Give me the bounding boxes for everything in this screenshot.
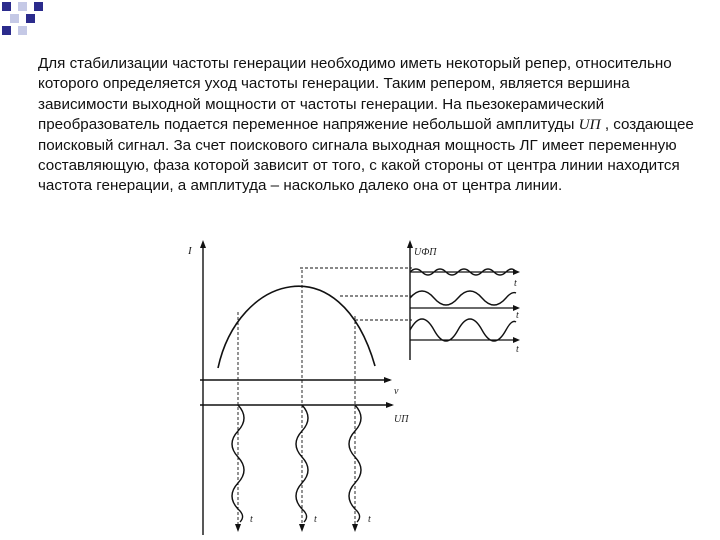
bottom-time-arrow-1 (235, 524, 241, 532)
piezo-time-arrow (386, 402, 394, 408)
power-axis-arrow (200, 240, 206, 248)
decor-square-2 (18, 2, 27, 11)
photo-signal-label: UФП (414, 247, 437, 258)
photo-axis-arrow (407, 240, 413, 248)
time-label-top-3: t (516, 344, 519, 355)
frequency-axis-arrow (384, 377, 392, 383)
frequency-stabilization-diagram (0, 232, 720, 540)
decor-square-1 (2, 2, 11, 11)
photo-signal-2 (410, 291, 516, 305)
decor-square-3 (34, 2, 43, 11)
bottom-time-arrow-2 (299, 524, 305, 532)
time-label-top-2: t (516, 310, 519, 321)
decor-square-6 (2, 26, 11, 35)
photo-signal-3 (410, 319, 516, 341)
power-curve (218, 286, 375, 368)
time-label-bottom-1: t (250, 514, 253, 525)
piezo-signal-label: UП (394, 414, 409, 425)
bottom-time-arrow-3 (352, 524, 358, 532)
decor-square-4 (10, 14, 19, 23)
slide-decoration (0, 0, 60, 40)
decor-square-7 (18, 26, 27, 35)
decor-square-5 (26, 14, 35, 23)
piezo-voltage-symbol: UП (578, 116, 601, 134)
paragraph-text-start: Для стабилизации частоты генерации необходимо иметь некоторый репер, относительно которого определяется уход частоты генерации. Таким репером, является вершина зависимости выходной мощности от частоты генерации. На пьезокерамический преобразователь подается переменное напряжение небольшой амплитуды (38, 55, 672, 134)
power-axis-label: I (188, 245, 192, 257)
top-time-arrow-3 (513, 337, 520, 343)
paragraph-text-end: , создающее поисковый сигнал. За счет поискового сигнала выходная мощность ЛГ имеет переменную составляющую, фаза которой зависит от того, с какой стороны от центра линии находится частота генерации, а амплитуда – насколько далеко она от центра линии. (38, 116, 694, 195)
time-label-bottom-3: t (368, 514, 371, 525)
frequency-axis-label: ν (394, 386, 399, 397)
time-label-top-1: t (514, 278, 517, 289)
time-label-bottom-2: t (314, 514, 317, 525)
top-time-arrow-1 (513, 269, 520, 275)
explanation-paragraph (38, 54, 708, 197)
